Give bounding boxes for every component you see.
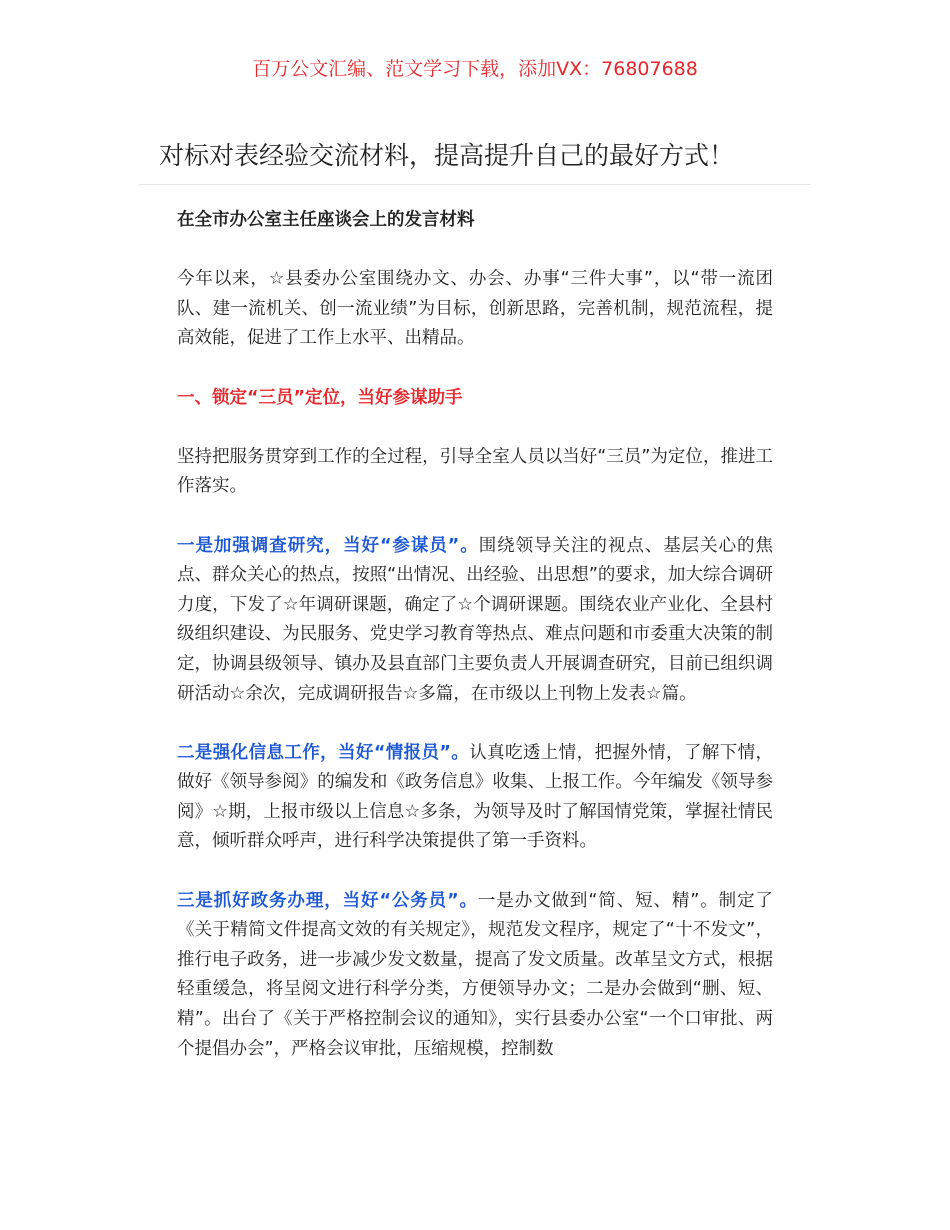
section-intro-paragraph: 坚持把服务贯穿到工作的全过程，引导全室人员以当好“三员”为定位，推进工作落实。 [177, 446, 773, 497]
paragraph-lead: 三是抓好政务办理，当好“公务员”。 [177, 890, 478, 911]
section-heading: 一、锁定“三员”定位，当好参谋助手 [177, 387, 463, 408]
paragraph-information [177, 739, 773, 857]
page-title: 对标对表经验交流材料，提高提升自己的最好方式！ [159, 141, 735, 170]
title-divider [139, 184, 811, 185]
article-subtitle: 在全市办公室主任座谈会上的发言材料 [177, 210, 475, 230]
paragraph-text: 认真吃透上情，把握外情，了解下情，做好《领导参阅》的编发和《政务信息》收集、上报工作。今年编发《领导参阅》☆期，上报市级以上信息☆多条，为领导及时了解国情党策，掌握社情民意，倾听群众呼声，进行科学决策提供了第一手资料。 [177, 742, 773, 852]
paragraph-text: 围绕领导关注的视点、基层关心的焦点、群众关心的热点，按照“出情况、出经验、出思想”的要求，加大综合调研力度，下发了☆年调研课题，确定了☆个调研课题。围绕农业产业化、全县村级组织建设、为民服务、党史学习教育等热点、难点问题和市委重大决策的制定，协调县级领导、镇办及县直部门主要负责人开展调查研究，目前已组织调研活动☆余次，完成调研报告☆多篇，在市级以上刊物上发表☆篇。 [177, 535, 773, 704]
download-banner: 百万公文汇编、范文学习下载，添加VX：76807688 [252, 58, 698, 80]
paragraph-research [177, 532, 773, 710]
paragraph-lead: 一是加强调查研究，当好“参谋员”。 [177, 535, 479, 556]
paragraph-lead: 二是强化信息工作，当好“情报员”。 [177, 742, 470, 763]
intro-paragraph: 今年以来，☆县委办公室围绕办文、办会、办事“三件大事”，以“带一流团队、建一流机关、创一流业绩”为目标，创新思路，完善机制，规范流程，提高效能，促进了工作上水平、出精品。 [177, 269, 773, 349]
paragraph-affairs [177, 887, 773, 1065]
paragraph-text: 一是办文做到“简、短、精”。制定了《关于精简文件提高文效的有关规定》，规范发文程序，规定了“十不发文”，推行电子政务，进一步减少发文数量，提高了发文质量。改革呈文方式，根据轻重缓急，将呈阅文进行科学分类，方便领导办文；二是办会做到“删、短、精”。出台了《关于严格控制会议的通知》，实行县委办公室“一个口审批、两个提倡办会”，严格会议审批，压缩规模，控制数 [177, 890, 773, 1059]
article-body [177, 206, 773, 1094]
